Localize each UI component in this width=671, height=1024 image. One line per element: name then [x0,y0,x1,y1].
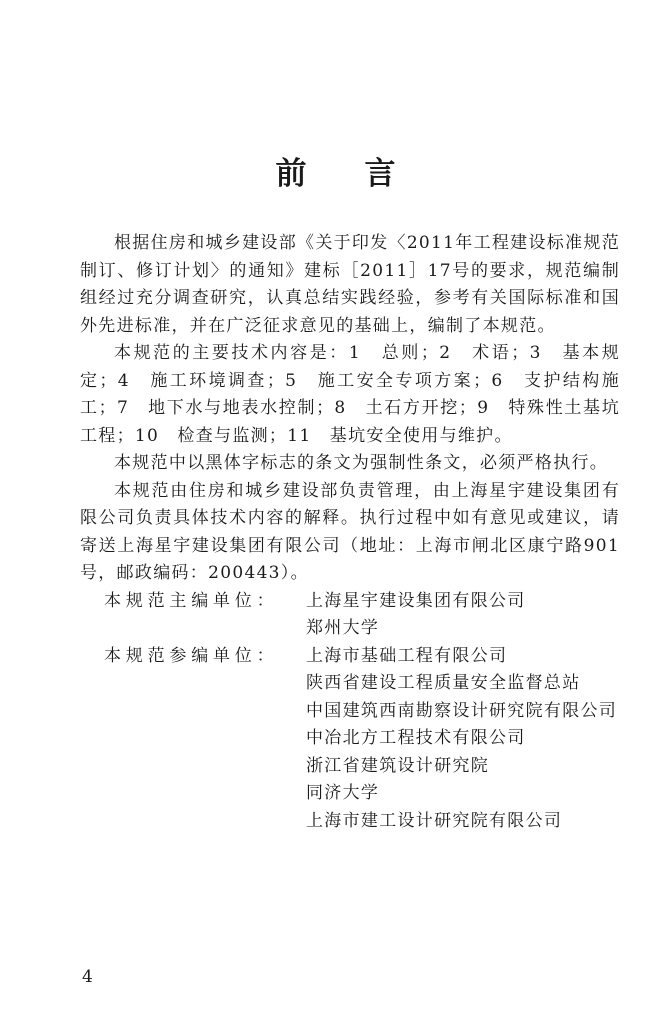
page-title: 前言 [275,156,454,192]
editing-units [80,588,620,836]
participating-unit-name: 上海市基础工程有限公司 [306,645,508,666]
paragraph-main-content: 本规范的主要技术内容是：1 总则；2 术语；3 基本规定；4 施工环境调查；5 施工安全专项方案；6 支护结构施工；7 地下水与地表水控制；8 土石方开挖；9 特殊性土基坑工程；10 检查与监测；11 基坑安全使用与维护。 [80,343,620,446]
chief-units-list [306,588,620,643]
participating-unit-name: 中国建筑西南勘察设计研究院有限公司 [306,700,618,721]
preface-body [80,230,620,835]
chief-units-label: 本规范主编单位： [104,590,279,611]
paragraph-background: 根据住房和城乡建设部《关于印发〈2011年工程建设标准规范制订、修订计划〉的通知》建标［2011］17号的要求，规范编制组经过充分调查研究，认真总结实践经验，参考有关国际标准和国外先进标准，并在广泛征求意见的基础上，编制了本规范。 [80,233,620,336]
participating-unit-name: 浙江省建筑设计研究院 [306,755,489,776]
chief-unit-name: 上海星宇建设集团有限公司 [306,590,526,611]
paragraph-mandatory-provisions: 本规范中以黑体字标志的条文为强制性条文，必须严格执行。 [114,453,609,473]
page-number: 4 [82,967,93,987]
paragraph-management: 本规范由住房和城乡建设部负责管理，由上海星宇建设集团有限公司负责具体技术内容的解释。执行过程中如有意见或建议，请寄送上海星宇建设集团有限公司（地址：上海市闸北区康宁路901号，邮政编码：200443）。 [80,480,620,583]
chief-unit-name: 郑州大学 [306,618,380,638]
participating-units-label: 本规范参编单位： [104,645,279,666]
participating-units-row [80,643,620,836]
participating-units-list [306,643,620,836]
participating-unit-name: 上海市建工设计研究院有限公司 [306,810,563,831]
participating-unit-name: 中冶北方工程技术有限公司 [306,728,526,748]
chief-units-row [80,588,620,643]
participating-unit-name: 陕西省建设工程质量安全监督总站 [306,673,581,693]
participating-unit-name: 同济大学 [306,783,380,803]
